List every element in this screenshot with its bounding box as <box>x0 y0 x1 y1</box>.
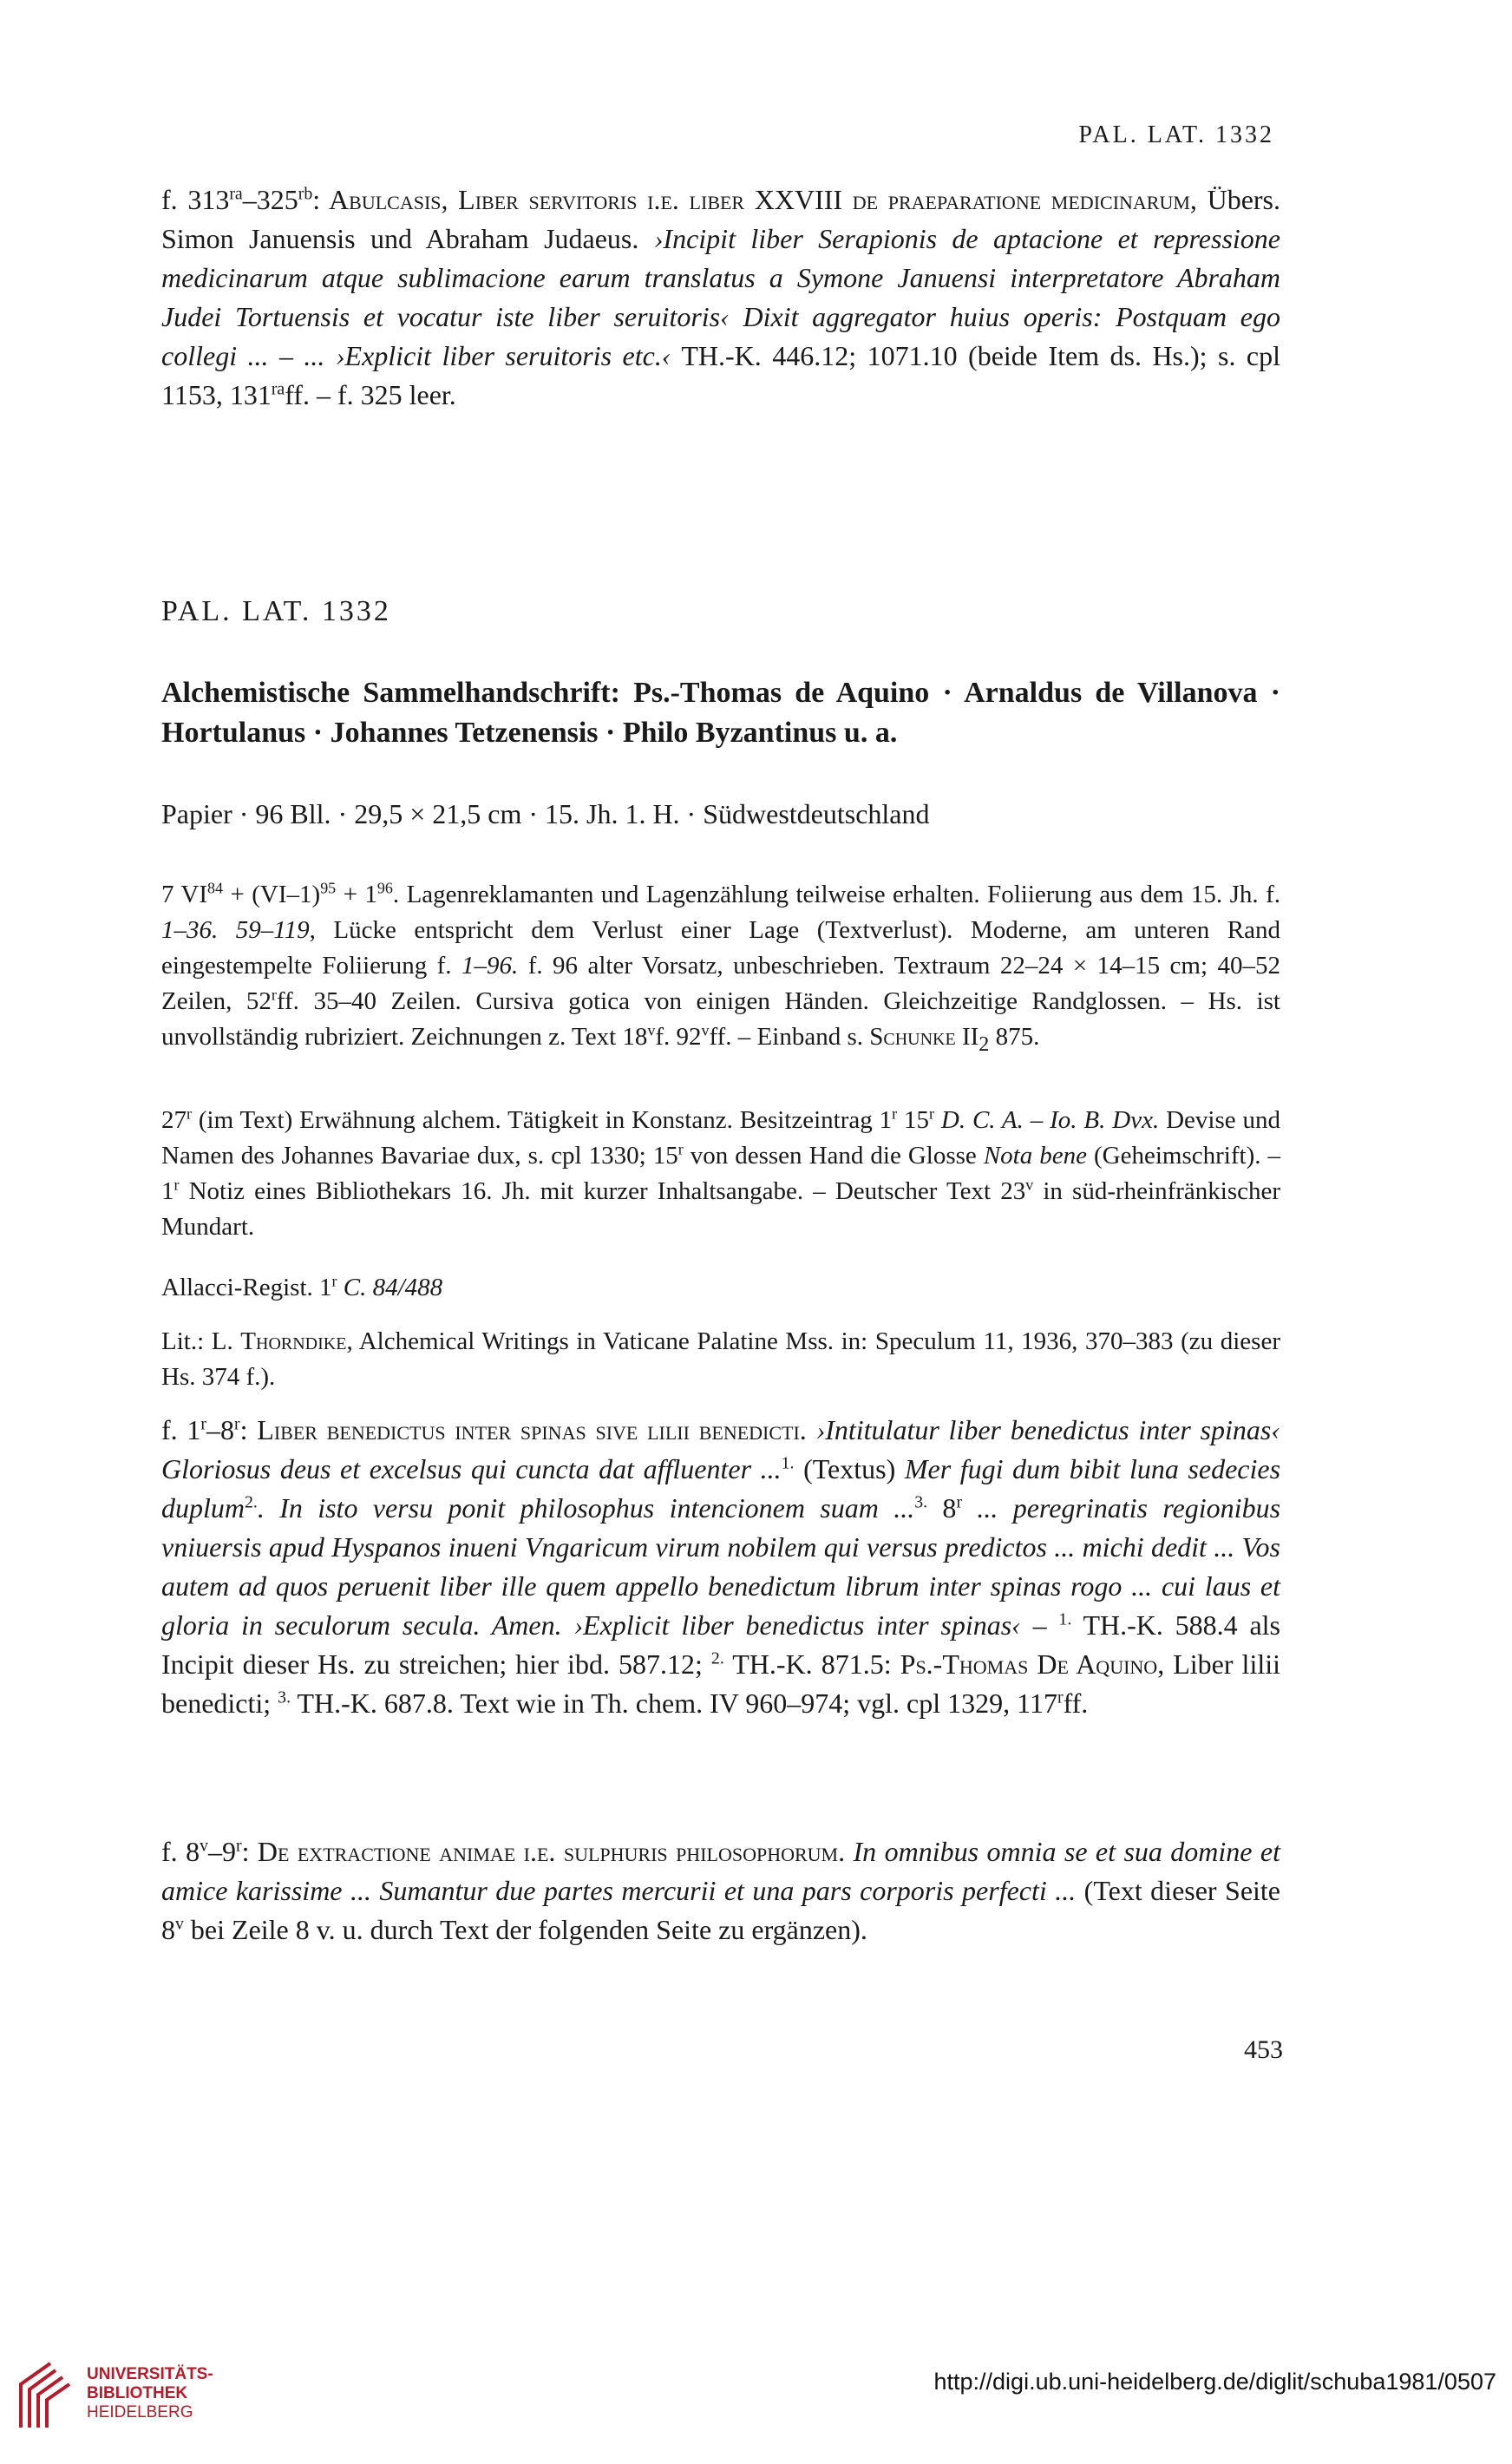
work-title: : De extractione animae i.e. sulphuris philosophorum. <box>241 1836 846 1867</box>
running-header: PAL. LAT. 1332 <box>1078 121 1274 148</box>
work-title: : Abulcasis, Liber servitoris i.e. liber XXVIII de praeparatione medicinarum, <box>312 184 1197 215</box>
shelfmark-heading: PAL. LAT. 1332 <box>161 595 391 627</box>
entry-paragraph: f. $313^{ra}-325^{rb}$: Abulcasis, Liber servitoris i.e. liber XXVIII de praeparatione medicinarum, Übers. Simon Januensis und Abraham Judaeus. ›Incipit liber Serapionis de aptacione et repressione medicinarum atque sublimacione earum translatus a Symone Januensi interpretatore Abraham Judei Tortuensis et vocatur iste liber seruitoris‹ Dixit aggregator huius operis: Postquam ego collegi ... – ... ›Explicit liber seruitoris etc.‹ TH.-K. 446.12; 1071.10 (beide Item ds. Hs.); s. cpl 1153, $131^{ra}ff$. – f. 325 leer. <box>161 184 1281 410</box>
source-url-link[interactable]: http://digi.ub.uni-heidelberg.de/diglit/schuba1981/0507 <box>933 2369 1496 2395</box>
physical-description: Papier · 96 Bll. · 29,5 × 21,5 cm · 15. Jh. 1. H. · Südwestdeutschland <box>161 798 930 829</box>
library-name: UNIVERSITÄTS- BIBLIOTHEK HEIDELBERG <box>87 2365 213 2421</box>
allacci-register: Allacci-Regist. 1$^r$ C. 84/488 <box>161 1272 443 1301</box>
manuscript-title: Alchemistische Sammelhandschrift: Ps.-Thomas de Aquino · Arnaldus de Villanova · Hortulanus · Johannes Tetzenensis · Philo Byzantinus u. a. <box>161 677 1280 749</box>
page-number: 453 <box>1244 2035 1283 2064</box>
manuscript-entry-ff-313-325 <box>161 180 1280 415</box>
manuscript-entry-ff-8-9: f. 8$^v$–9$^r$: De extractione animae i.e. sulphuris philosophorum. In omnibus omnia se et sua domine et amice karissime ... Sumantur due partes mercurii et una pars corporis perfecti ... (Text dieser Seite 8$^v$ bei Zeile 8 v. u. durch Text der folgenden Seite zu ergänzen). <box>161 1836 1281 1945</box>
literature-reference: Lit.: L. Thorndike, Alchemical Writings in Vaticane Palatine Mss. in: Speculum 11, 1936, 370–383 (zu dieser Hs. 374 f.). <box>161 1327 1280 1391</box>
library-logo-icon[interactable] <box>16 2360 75 2429</box>
work-title: : Liber benedictus inter spinas sive lilii benedicti. <box>239 1414 807 1445</box>
page-footer <box>0 2343 1512 2464</box>
provenance-paragraph: 27$^r$ (im Text) Erwähnung alchem. Tätigkeit in Konstanz. Besitzeintrag 1$^r$ 15$^r$ D. C. A. – Io. B. Dvx. Devise und Namen des Johannes Bavariae dux, s. cpl 1330; 15$^r$ von dessen Hand die Glosse Nota bene (Geheimschrift). – 1$^r$ Notiz eines Bibliothekars 16. Jh. mit kurzer Inhaltsangabe. – Deutscher Text 23$^v$ in süd-rheinfränkischer Mundart. <box>161 1104 1281 1241</box>
library-logo-graphic <box>16 2360 75 2429</box>
incipit-explicit: ›Incipit liber Serapionis de aptacione et repressione medicinarum atque sublimacione earum translatus a Symone Januensi interpretatore Abraham Judei Tortuensis et vocatur iste liber seruitoris‹ Dixit aggregator huius operis: Postquam ego collegi ... – ... ›Explicit liber seruitoris etc.‹ <box>161 223 1281 371</box>
manuscript-entry-ff-1-8: f. 1$^r$–8$^r$: Liber benedictus inter spinas sive lilii benedicti. ›Intitulatur liber benedictus inter spinas‹ Gloriosus deus et excelsus qui cuncta dat affluenter ...$^{1.}$ (Textus) Mer fugi dum bibit luna sedecies duplum$^{2.}$. In isto versu ponit philosophus intencionem suam ...$^{3.}$ 8$^r$ ... peregrinatis regionibus vniuersis apud Hyspanos inueni Vngaricum virum nobilem qui versus predictos ... michi dedit ... Vos autem ad quos peruenit liber ille quem appello benedictum librum inter spinas rogo ... cui laus et gloria in seculorum secula. Amen. ›Explicit liber benedictus inter spinas‹ – $^{1.}$ TH.-K. 588.4 als Incipit dieser Hs. zu streichen; hier ibd. 587.12; $^{2.}$ TH.-K. 871.5: Ps.-Thomas De Aquino, Liber lilii benedicti; $^{3.}$ TH.-K. 687.8. Text wie in Th. chem. IV 960–974; vgl. cpl 1329, 117$^r$ff. <box>161 1414 1281 1719</box>
collation-paragraph: 7 $VI^{84} + (VI-1)^{95} + 1^{96}$. Lagenreklamanten und Lagenzählung teilweise erhalten. Foliierung aus dem 15. Jh. f. 1–36. 59–119, Lücke entspricht dem Verlust einer Lage (Textverlust). Moderne, am unteren Rand eingestempelte Foliierung f. 1–96. f. 96 alter Vorsatz, unbeschrieben. Textraum 22–24 × 14–15 cm; 40–52 Zeilen, 52$^r$ff. 35–40 Zeilen. Cursiva gotica von einigen Händen. Gleichzeitige Randglossen. – Hs. ist unvollständig rubriziert. Zeichnungen z. Text 18$^v$f. 92$^v$ff. – Einband s. Schunke $II_2$ 875. <box>161 879 1280 1056</box>
